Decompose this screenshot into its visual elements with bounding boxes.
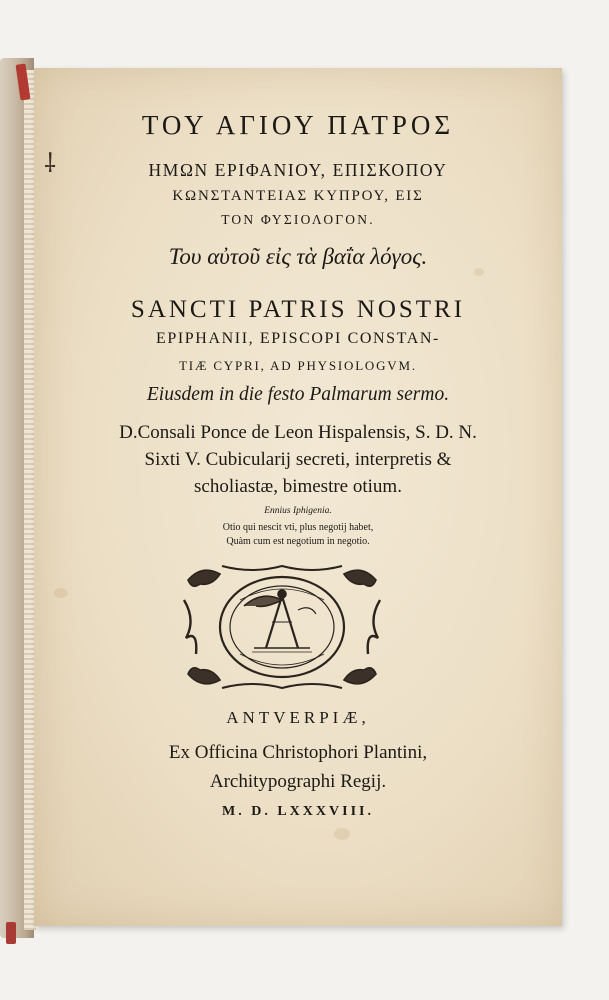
- translator-line-3: scholiastæ, bimestre otium.: [194, 476, 402, 497]
- imprint-office: Ex Officina Christophori Plantini,: [168, 742, 428, 763]
- imprint-city: ANTVERPIÆ,: [226, 708, 370, 727]
- greek-subtitle: Του αὐτοῦ εἰς τὰ βαΐα λόγος.: [168, 244, 428, 269]
- foxing-spot: [54, 588, 68, 598]
- bookmark-ribbon-bottom: [6, 922, 16, 944]
- greek-title-line-3: ΚΩΝΣΤΑΝΤΕΙΑΣ ΚΥΠΡΟΥ, ΕΙΣ: [172, 188, 424, 204]
- translator-line-1: D.Consali Ponce de Leon Hispalensis, S. D. N.: [119, 422, 477, 443]
- imprint-printer: Architypographi Regij.: [209, 771, 387, 792]
- foxing-spot: [334, 828, 350, 840]
- latin-title-line-2: EPIPHANII, EPISCOPI CONSTAN-: [156, 330, 440, 347]
- greek-title-line-2: ΗΜΩΝ ΕΡΙΦΑΝΙΟΥ, ΕΠΙΣΚΟΠΟΥ: [148, 160, 448, 180]
- quote-line-2: Quàm cum est negotium in negotio.: [226, 536, 370, 547]
- imprint-year: M. D. LXXXVIII.: [222, 804, 374, 819]
- translator-line-2: Sixti V. Cubicularij secreti, interpretis &: [144, 449, 452, 470]
- greek-title-line-4: ΤΟΝ ΦΥΣΙΟΛΟΓΟΝ.: [221, 212, 375, 227]
- title-page: [34, 68, 562, 926]
- quote-source: Ennius Iphigenia.: [264, 506, 332, 516]
- latin-subtitle: Eiusdem in die festo Palmarum sermo.: [146, 384, 450, 405]
- latin-title-line-3: TIÆ CYPRI, AD PHYSIOLOGVM.: [179, 358, 417, 373]
- printers-device-compass-icon: [182, 560, 382, 694]
- greek-title-line-1: ΤΟΥ ΑΓΙΟΥ ΠΑΤΡΟΣ: [141, 110, 455, 140]
- manuscript-mark: ⸸: [44, 149, 57, 178]
- latin-title-line-1: SANCTI PATRIS NOSTRI: [130, 296, 466, 323]
- quote-line-1: Otio qui nescit vti, plus negotij habet,: [222, 522, 374, 533]
